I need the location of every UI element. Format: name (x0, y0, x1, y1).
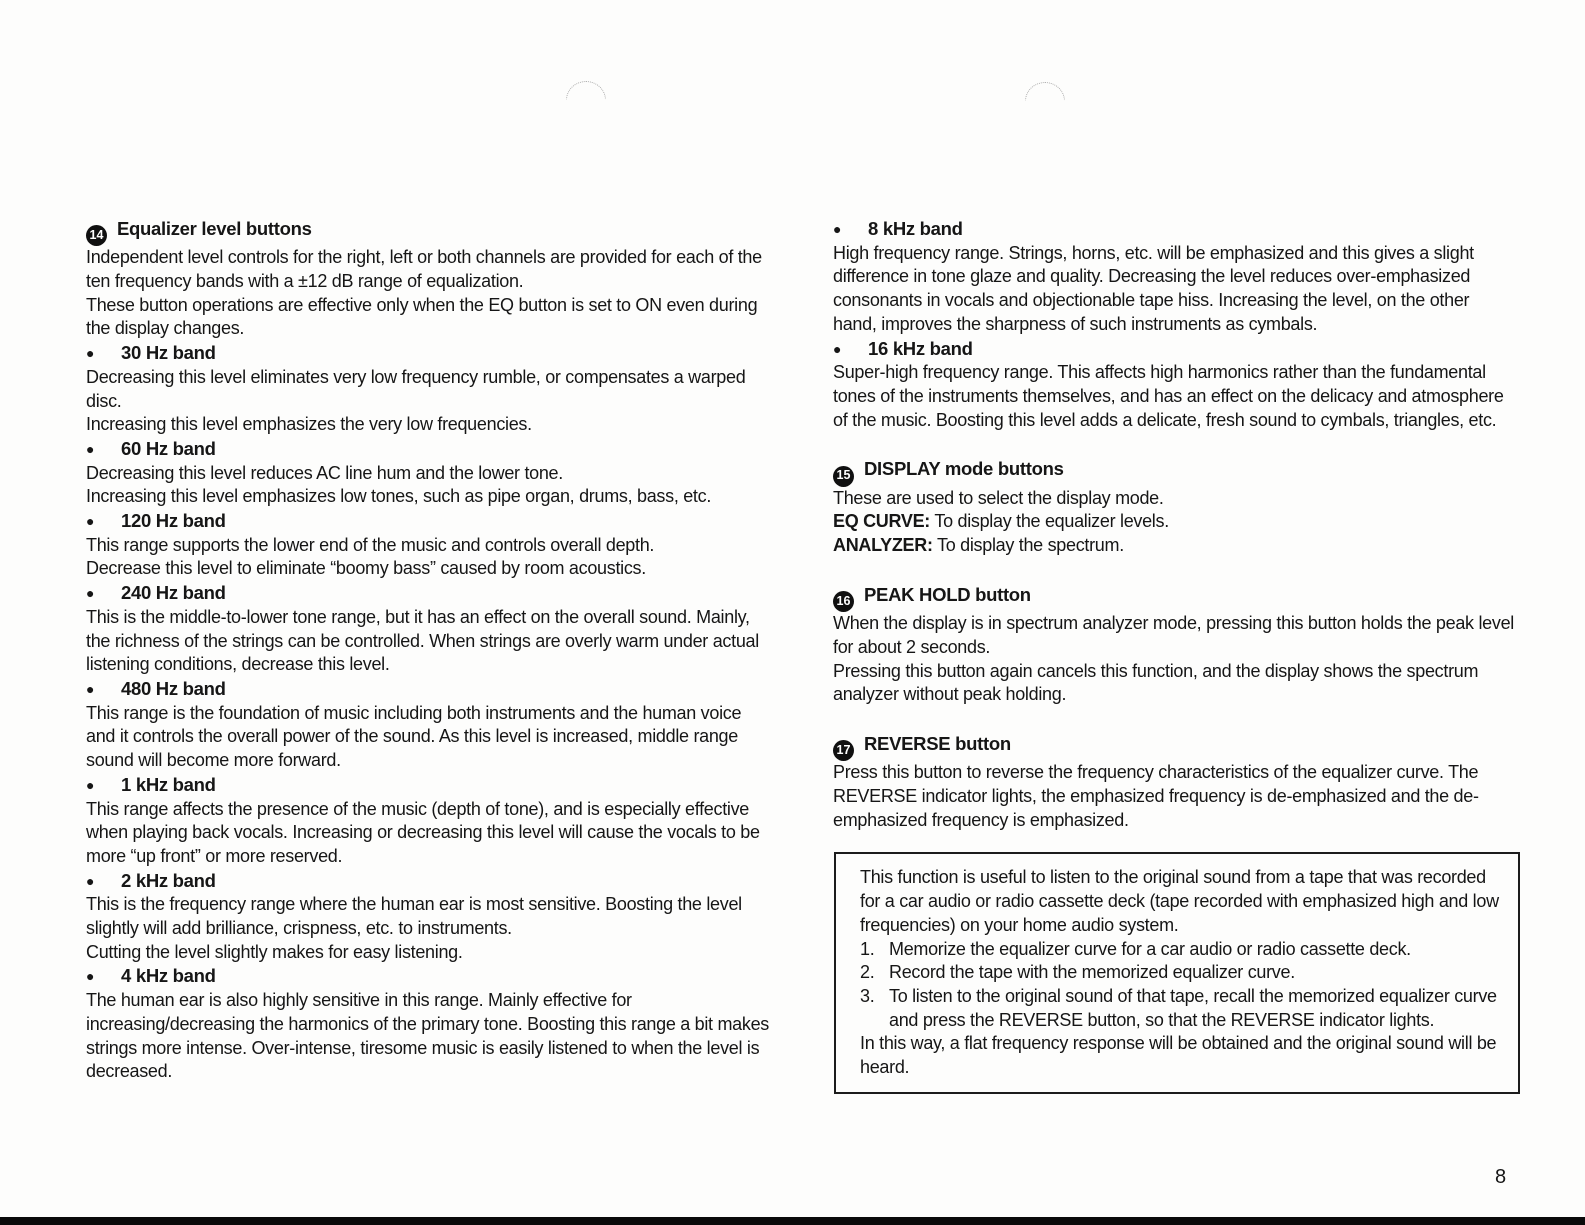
section-number-badge: 16 (833, 591, 854, 612)
section-reverse-button (833, 732, 1517, 832)
body-paragraph: Decrease this level to eliminate “boomy bass” caused by room acoustics. (86, 558, 646, 579)
scan-edge-bar (0, 1217, 1585, 1225)
note-list-item (860, 985, 1500, 1032)
note-outro-paragraph: In this way, a flat frequency response will be obtained and the original sound will be heard. (860, 1033, 1497, 1078)
band-heading-480hz (86, 677, 770, 702)
body-paragraph: Cutting the level slightly makes for easy listening. (86, 941, 463, 962)
section-heading-display-mode-buttons (833, 457, 1517, 486)
band-title: 2 kHz band (121, 869, 216, 891)
list-item-text: Record the tape with the memorized equalizer curve. (889, 962, 1295, 983)
body-paragraph: Pressing this button again cancels this function, and the display shows the spectrum analyzer without peak holding. (833, 660, 1479, 705)
band-heading-16khz (833, 337, 1517, 362)
body-paragraph: When the display is in spectrum analyzer mode, pressing this button holds the peak level for about 2 seconds. (833, 613, 1514, 657)
section-number-badge: 14 (86, 225, 107, 246)
scan-artifact-arc (566, 81, 606, 119)
section-number-badge: 15 (833, 466, 854, 487)
list-number: 2. (860, 962, 875, 983)
section-heading-reverse-button (833, 732, 1517, 761)
bullet-icon: ● (86, 681, 95, 697)
term-label: ANALYZER: (833, 535, 933, 556)
band-heading-120hz (86, 509, 770, 534)
body-paragraph: Increasing this level emphasizes the very low frequencies. (86, 414, 532, 435)
section-number-badge: 17 (833, 740, 854, 761)
body-paragraph: Decreasing this level reduces AC line hum and the lower tone. (86, 462, 563, 483)
section-title: Equalizer level buttons (117, 218, 312, 239)
scan-artifact-arc (1025, 82, 1065, 120)
bullet-icon: ● (86, 872, 95, 889)
body-paragraph: High frequency range. Strings, horns, etc. will be emphasized and this gives a slight difference in tone glaze and quality. Decreasing the level reduces over-emphasized consonants in vocals and objectionable tape hiss. Increasing the level, on the other hand, improves the sharpness of such instruments as cymbals. (833, 242, 1474, 334)
body-paragraph: Decreasing this level eliminates very low frequency rumble, or compensates a warped disc. (86, 366, 746, 411)
body-paragraph (833, 510, 1517, 534)
term-definition: To display the spectrum. (932, 535, 1124, 556)
band-title: 1 kHz band (121, 773, 216, 795)
band-title: 8 kHz band (868, 218, 963, 239)
body-paragraph: Independent level controls for the right, left or both channels are provided for each of the ten frequency bands with a ±12 dB range of equalization. (86, 247, 762, 292)
band-title: 4 kHz band (121, 965, 216, 987)
body-paragraph: This range is the foundation of music including both instruments and the human voice and it controls the overall power of the sound. As this level is increased, middle range sound will become more forward. (86, 702, 742, 771)
body-paragraph: Super-high frequency range. This affects high harmonics rather than the fundamental tones of the instruments themselves, and has an effect on the delicacy and atmosphere of the music. Boosting this level adds a delicate, fresh sound to cymbals, triangles, etc. (833, 362, 1504, 430)
section-heading-equalizer-level-buttons (86, 217, 770, 246)
list-item-text: Memorize the equalizer curve for a car audio or radio cassette deck. (889, 938, 1411, 959)
section-title: REVERSE button (864, 732, 1011, 754)
bullet-icon: ● (86, 440, 95, 457)
band-title: 30 Hz band (121, 342, 216, 364)
note-list-item (860, 961, 1500, 985)
body-paragraph: This is the middle-to-lower tone range, but it has an effect on the overall sound. Mainly, the richness of the strings can be controlled. When strings are overly warm under actual listening conditions, decrease this level. (86, 606, 759, 675)
left-column (86, 217, 770, 1084)
term-definition: To display the equalizer levels. (930, 511, 1169, 532)
bullet-icon: ● (833, 221, 842, 237)
band-title: 120 Hz band (121, 510, 226, 532)
body-paragraph (833, 534, 1517, 558)
band-title: 16 kHz band (868, 337, 973, 359)
list-item-text: To listen to the original sound of that tape, recall the memorized equalizer curve and press the REVERSE button, so that the REVERSE indicator lights. (889, 985, 1497, 1030)
band-heading-60hz (86, 437, 770, 462)
section-peak-hold-button (833, 583, 1517, 707)
page-number: 8 (1495, 1166, 1507, 1188)
bullet-icon: ● (86, 513, 95, 530)
body-paragraph: Press this button to reverse the frequency characteristics of the equalizer curve. The REVERSE indicator lights, the emphasized frequency is de-emphasized and the de-emphasized frequency is emphasized. (833, 762, 1479, 830)
right-column (833, 217, 1517, 1094)
section-title: DISPLAY mode buttons (864, 458, 1064, 480)
band-heading-8khz (833, 217, 1517, 242)
term-label: EQ CURVE: (833, 511, 930, 532)
section-display-mode-buttons (833, 457, 1517, 557)
list-number: 3. (860, 985, 875, 1006)
band-title: 240 Hz band (121, 582, 226, 604)
note-box (834, 852, 1520, 1093)
list-number: 1. (860, 938, 875, 959)
bullet-icon: ● (86, 585, 95, 602)
body-paragraph: This range supports the lower end of the music and controls overall depth. (86, 534, 655, 555)
note-list-item (860, 938, 1500, 962)
section-heading-peak-hold-button (833, 583, 1517, 612)
body-paragraph: This range affects the presence of the music (depth of tone), and is especially effective when playing back vocals. Increasing or decreasing this level will cause the vocals to be more “up front” or more reserved. (86, 798, 760, 866)
section-title: PEAK HOLD button (864, 583, 1031, 605)
bullet-icon: ● (86, 776, 95, 793)
band-title: 480 Hz band (121, 678, 226, 699)
band-heading-240hz (86, 581, 770, 606)
bullet-icon: ● (86, 968, 95, 985)
bullet-icon: ● (86, 345, 95, 362)
body-paragraph: The human ear is also highly sensitive in this range. Mainly effective for increasing/decreasing the harmonics of the primary tone. Boosting this range a bit makes strings more intense. Over-intense, tiresome music is easily listened to when the level is decreased. (86, 990, 769, 1082)
bullet-icon: ● (833, 340, 842, 357)
band-title: 60 Hz band (121, 437, 216, 459)
note-intro-paragraph: This function is useful to listen to the original sound from a tape that was recorded for a car audio or radio cassette deck (tape recorded with emphasized high and low frequencies) on your home audio system. (860, 867, 1499, 935)
body-paragraph: This is the frequency range where the human ear is most sensitive. Boosting the level slightly will add brilliance, crispness, etc. to instruments. (86, 894, 742, 939)
body-paragraph: Increasing this level emphasizes low tones, such as pipe organ, drums, bass, etc. (86, 486, 712, 507)
band-heading-2khz (86, 869, 770, 894)
body-paragraph: These button operations are effective only when the EQ button is set to ON even during the display changes. (86, 294, 758, 339)
body-paragraph: These are used to select the display mode. (833, 487, 1164, 508)
band-heading-4khz (86, 964, 770, 989)
band-heading-1khz (86, 773, 770, 798)
band-heading-30hz (86, 341, 770, 366)
